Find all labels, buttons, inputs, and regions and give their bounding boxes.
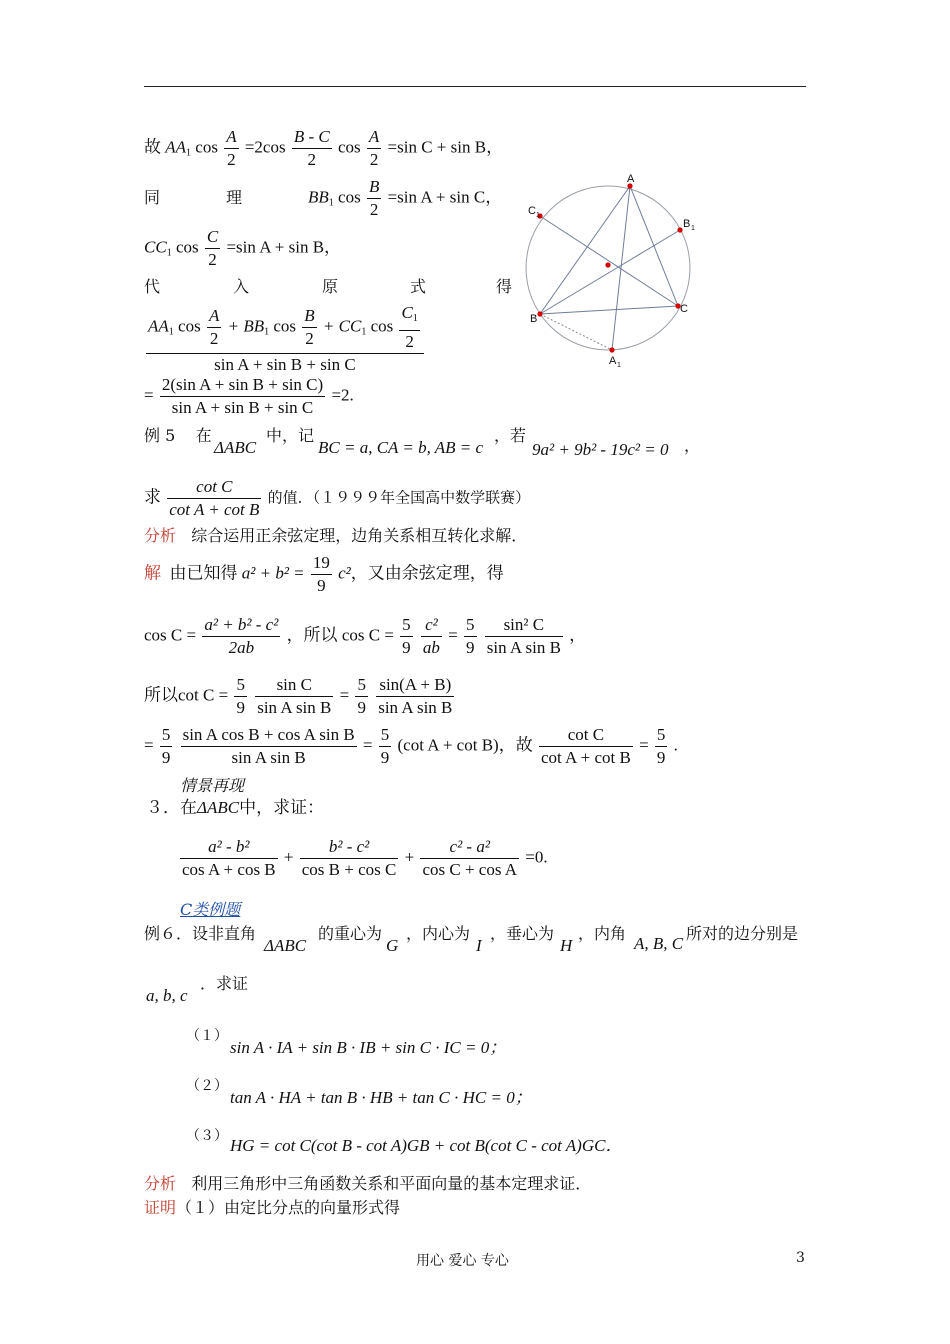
example6-t2: ，内心为	[406, 924, 471, 943]
word-tong: 同	[144, 188, 161, 207]
segment-cc1	[540, 216, 678, 306]
example6-item-3: HG = cot C(cot B - cot A)GB + cot B(cot C - cot A)GC．	[230, 1136, 623, 1155]
segment-bb1	[540, 230, 680, 314]
label-b: B	[530, 313, 538, 325]
example6-i: I	[476, 936, 482, 955]
example6-item-3-num: （３）	[186, 1128, 228, 1144]
example6-t4: ，内角	[578, 924, 627, 943]
example6-item-1-num: （１）	[186, 1028, 228, 1044]
equation-cc1: $CC_1$ cos $\frac{C}{2}$ =sin A + sin B，	[144, 227, 342, 269]
example6-item-2-num: （２）	[186, 1078, 228, 1094]
label-c: C	[680, 303, 688, 315]
svg-text:1: 1	[617, 362, 621, 369]
solution-cosine: cos C = $\frac{\text{a² + b² - c²}}{2ab}$ ，所以 cos C = $\frac{5}{9}$ $\frac{\text{c²}}{ab}$ = $\frac{5}{9}$ $\frac{\text{sin² C}}{\text{sin A sin B}}$ ，	[144, 615, 587, 657]
svg-text:1: 1	[536, 212, 540, 219]
example6-item-1: sin A · IA + sin B · IB + sin C · IC = 0；	[230, 1038, 507, 1057]
page-number: 3	[796, 1250, 805, 1266]
point-b	[537, 311, 542, 316]
example6-h: H	[560, 936, 573, 955]
word-li: 理	[226, 188, 243, 207]
word-de: 得	[496, 277, 513, 296]
word-dai: 代	[144, 277, 161, 296]
example6-t5: 所对的边分别是	[686, 924, 799, 943]
scene-title: 情景再现	[180, 776, 245, 795]
circumcircle	[526, 186, 690, 350]
solution-cot: 所以cot C = $\frac{5}{9}$ $\frac{\text{sin C}}{\text{sin A sin B}}$ = $\frac{5}{9}$ $\frac{\sin(A + B)}{\text{sin A sin B}}$	[144, 675, 453, 717]
example6-t6: ．求证	[200, 974, 249, 993]
example5-triangle: ΔABC	[214, 438, 257, 457]
example5-sides: BC = a, CA = b, AB = c	[318, 438, 484, 457]
solution-line1: 解 由已知得 a² + b² = $\frac{19}{9}$ c²，又由余弦定理，得	[144, 553, 504, 595]
word-shi: 式	[410, 277, 427, 296]
equation-aa1: 故 $AA_1$ cos $\frac{A}{2}$ =2cos $\frac{B - C}{2}$ cos $\frac{A}{2}$ =sin C + sin B，	[144, 127, 504, 169]
circle-triangle-figure	[520, 170, 700, 370]
example6-angles: A, B, C	[634, 934, 684, 953]
example6-t3: ，垂心为	[490, 924, 555, 943]
equation-bb1: $BB_1$ cos $\frac{B}{2}$ =sin A + sin C，	[308, 177, 503, 219]
equation-result: = $\frac{\text{2(sin A + sin B + sin C)}}{\text{sin A + sin B + sin C}}$ =2.	[144, 375, 354, 417]
example5-if: ，若	[494, 426, 527, 445]
header-rule	[144, 86, 806, 87]
example5-mid: 中，记	[266, 426, 315, 445]
example6-t1: 的重心为	[318, 924, 383, 943]
proof-line: 证明（１）由定比分点的向量形式得	[144, 1198, 401, 1217]
question-3: ３．在ΔABC中，求证：	[146, 798, 325, 817]
analysis-2: 分析 利用三角形中三角函数关系和平面向量的基本定理求证．	[144, 1174, 592, 1193]
analysis-1: 分析 综合运用正余弦定理，边角关系相互转化求解．	[144, 526, 528, 545]
label-a1: A	[609, 355, 617, 367]
example5-comma: ，	[684, 436, 701, 455]
label-b1: B	[683, 218, 691, 230]
example6-g: G	[386, 936, 399, 955]
example6-triangle: ΔABC	[264, 936, 307, 955]
example6-label: 例６．设非直角	[144, 924, 257, 943]
dashed-ba1	[540, 314, 612, 350]
example5-line: 例 5 在	[144, 426, 212, 445]
label-c1: C	[528, 205, 536, 217]
example5-ask: 求 $\frac{\text{cot C}}{\text{cot A + cot B}}$ 的值．（１９９９年全国高中数学联赛）	[144, 477, 531, 519]
class-c-link[interactable]: C类例题	[180, 900, 241, 919]
footer-center: 用心 爱心 专心	[416, 1253, 509, 1269]
point-a1	[609, 347, 614, 352]
word-ru: 入	[233, 277, 250, 296]
example6-item-2: tan A · HA + tan B · HB + tan C · HC = 0；	[230, 1088, 532, 1107]
label-a: A	[627, 173, 635, 185]
example5-condition: 9a² + 9b² - 19c² = 0	[532, 440, 669, 459]
side-ab	[540, 186, 630, 314]
segment-aa1	[612, 186, 630, 350]
word-yuan: 原	[322, 277, 339, 296]
solution-final: = $\frac{5}{9}$ $\frac{\text{sin A cos B + cos A sin B}}{\text{sin A sin B}}$ = $\frac{5}{9}$ (cot A + cot B)，故 $\frac{\text{cot C}}{\text{cot A + cot B}}$ = $\frac{5}{9}$ .	[144, 725, 678, 767]
svg-text:1: 1	[691, 225, 695, 232]
example6-sides: a, b, c	[146, 986, 188, 1005]
question-3-equation: $\frac{\text{a² - b²}}{\text{cos A + cos B}}$ + $\frac{\text{b² - c²}}{\text{cos B + cos C}}$ + $\frac{\text{c² - a²}}{\text{cos C + cos A}}$ =0.	[182, 837, 548, 879]
point-center	[605, 262, 610, 267]
side-bc	[540, 306, 678, 314]
equation-substituted: $AA_1$ cos $\frac{A}{2}$ + $BB_1$ cos $\frac{B}{2}$ + $CC_1$ cos $\frac{C_1}{2}$ sin A + sin B + sin C	[144, 302, 426, 376]
point-b1	[677, 227, 682, 232]
